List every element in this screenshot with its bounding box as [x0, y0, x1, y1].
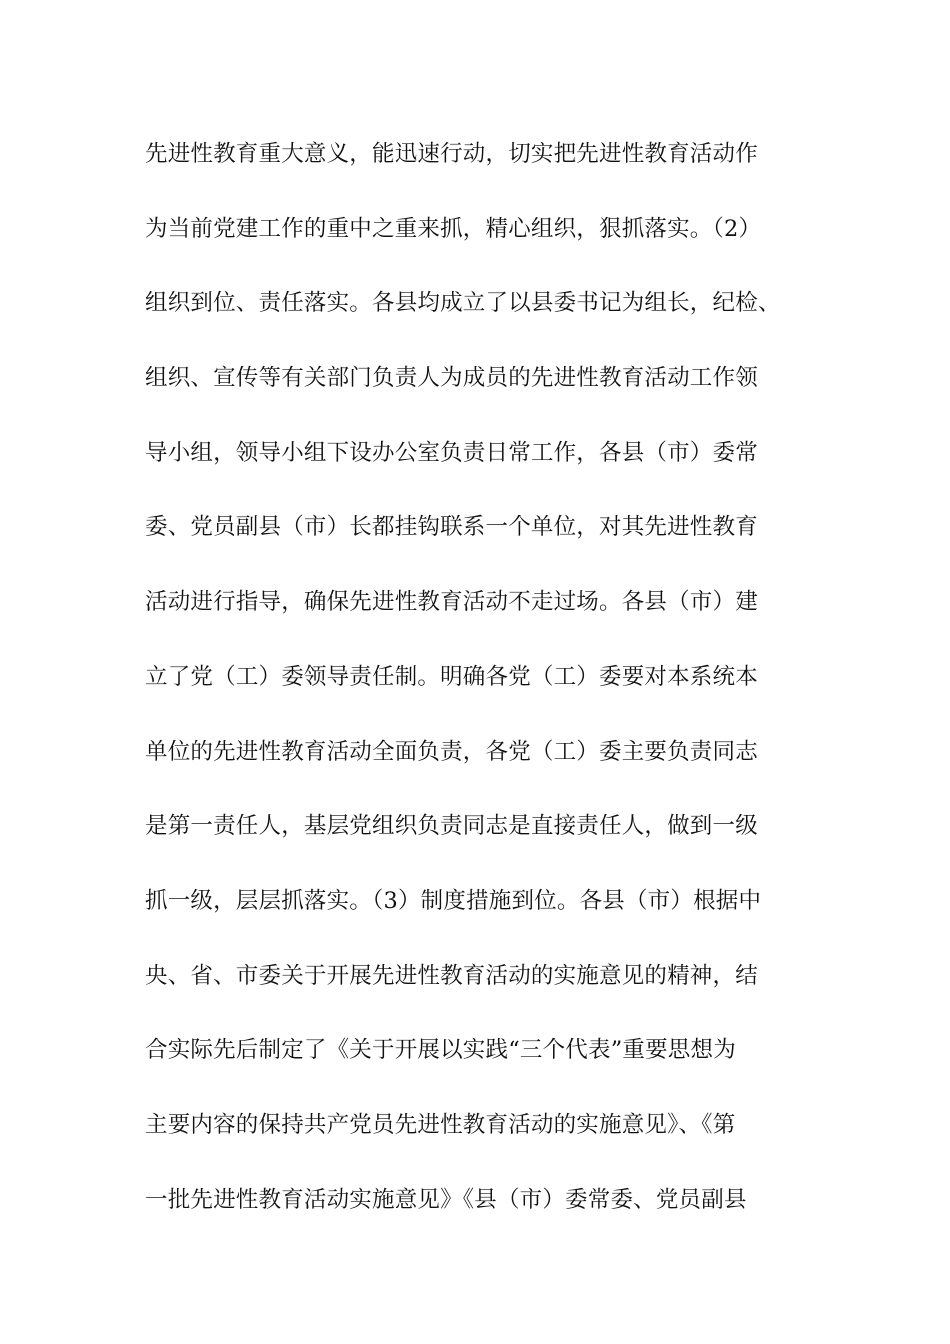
body-text [145, 132, 845, 1252]
text-line: 合实际先后制定了《关于开展以实践“三个代表”重要思想为 [145, 1037, 736, 1064]
text-line: 主要内容的保持共产党员先进性教育活动的实施意见》、《第 [145, 1111, 736, 1138]
text-line: 委、党员副县（市）长都挂钩联系一个单位，对其先进性教育 [145, 514, 758, 541]
text-line: 立了党（工）委领导责任制。明确各党（工）委要对本系统本 [145, 663, 758, 690]
text-line: 一批先进性教育活动实施意见》《县（市）委常委、党员副县 [145, 1186, 747, 1213]
text-line: 组织、宣传等有关部门负责人为成员的先进性教育活动工作领 [145, 365, 758, 392]
text-line: 先进性教育重大意义，能迅速行动，切实把先进性教育活动作 [145, 141, 758, 167]
text-line: 央、省、市委关于开展先进性教育活动的实施意见的精神，结 [145, 962, 758, 989]
text-line: 单位的先进性教育活动全面负责，各党（工）委主要负责同志 [145, 738, 758, 765]
text-line: 组织到位、责任落实。各县均成立了以县委书记为组长，纪检、 [145, 290, 781, 317]
text-line: 抓一级，层层抓落实。（3）制度措施到位。各县（市）根据中 [145, 887, 762, 914]
text-line: 导小组，领导小组下设办公室负责日常工作，各县（市）委常 [145, 439, 758, 466]
text-line: 活动进行指导，确保先进性教育活动不走过场。各县（市）建 [145, 589, 758, 616]
text-line: 为当前党建工作的重中之重来抓，精心组织，狠抓落实。（2） [145, 215, 762, 242]
text-line: 是第一责任人，基层党组织负责同志是直接责任人，做到一级 [145, 813, 758, 840]
